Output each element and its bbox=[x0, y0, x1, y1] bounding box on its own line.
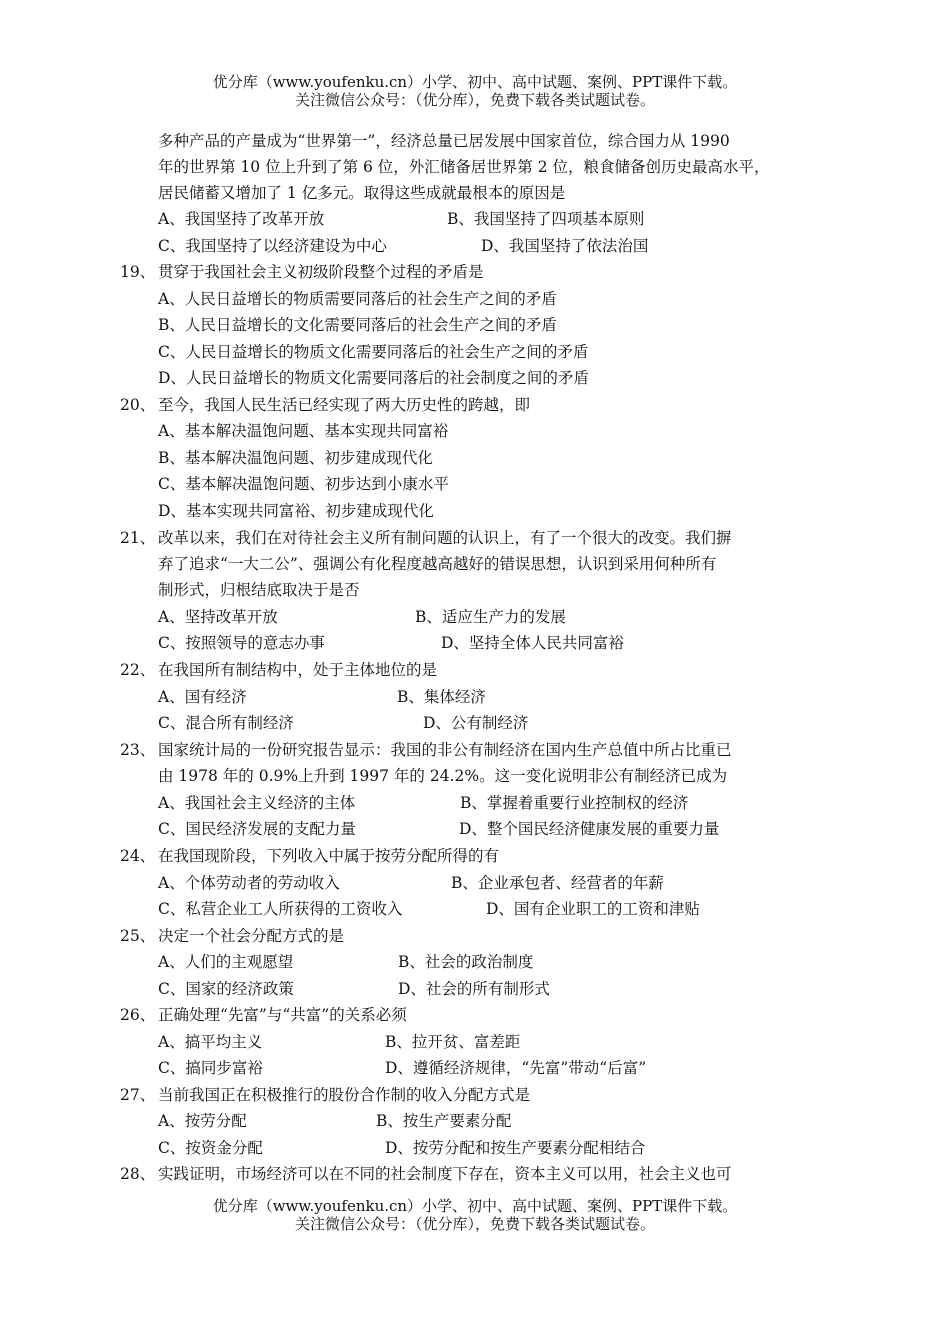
option-b: B、我国坚持了四项基本原则 bbox=[447, 210, 645, 228]
option-c: C、人民日益增长的物质文化需要同落后的社会生产之间的矛盾 bbox=[158, 343, 589, 361]
header-line-2: 关注微信公众号：（优分库），免费下载各类试题试卷。 bbox=[294, 91, 655, 109]
question-stem-line: 弃了追求“一大二公”、强调公有化程度越高越好的错误思想，认识到采用何种所有 bbox=[158, 555, 717, 573]
question-number: 25、 bbox=[120, 927, 156, 945]
page-header bbox=[0, 73, 950, 109]
option-c: C、搞同步富裕 bbox=[158, 1059, 263, 1077]
question-stem: 在我国所有制结构中，处于主体地位的是 bbox=[158, 661, 438, 679]
question-number: 27、 bbox=[120, 1086, 156, 1104]
option-d: D、我国坚持了依法治国 bbox=[481, 237, 649, 255]
question-stem: 决定一个社会分配方式的是 bbox=[158, 927, 345, 945]
question-number: 26、 bbox=[120, 1006, 156, 1024]
option-a: A、坚持改革开放 bbox=[158, 608, 278, 626]
option-d: D、基本实现共同富裕、初步建成现代化 bbox=[158, 502, 434, 520]
option-d: D、公有制经济 bbox=[423, 714, 529, 732]
question-stem-line: 多种产品的产量成为“世界第一”，经济总量已居发展中国家首位，综合国力从 1990 bbox=[158, 132, 730, 150]
footer-line-2: 关注微信公众号：（优分库），免费下载各类试题试卷。 bbox=[294, 1215, 655, 1233]
option-a: A、我国坚持了改革开放 bbox=[158, 210, 325, 228]
option-a: A、人们的主观愿望 bbox=[158, 953, 294, 971]
option-d: D、按劳分配和按生产要素分配相结合 bbox=[385, 1139, 646, 1157]
question-stem-line: 改革以来，我们在对待社会主义所有制问题的认识上，有了一个很大的改变。我们摒 bbox=[158, 529, 732, 547]
option-b: B、基本解决温饱问题、初步建成现代化 bbox=[158, 449, 433, 467]
question-number: 28、 bbox=[120, 1165, 156, 1183]
option-c: C、私营企业工人所获得的工资收入 bbox=[158, 900, 403, 918]
option-d: D、整个国民经济健康发展的重要力量 bbox=[459, 820, 720, 838]
option-a: A、我国社会主义经济的主体 bbox=[158, 794, 356, 812]
option-b: B、人民日益增长的文化需要同落后的社会生产之间的矛盾 bbox=[158, 316, 557, 334]
option-b: B、社会的政治制度 bbox=[398, 953, 534, 971]
question-stem-line: 国家统计局的一份研究报告显示：我国的非公有制经济在国内生产总值中所占比重已 bbox=[158, 741, 732, 759]
question-stem: 当前我国正在积极推行的股份合作制的收入分配方式是 bbox=[158, 1086, 531, 1104]
option-b: B、掌握着重要行业控制权的经济 bbox=[460, 794, 689, 812]
option-d: D、国有企业职工的工资和津贴 bbox=[486, 900, 700, 918]
option-a: A、搞平均主义 bbox=[158, 1033, 263, 1051]
question-stem: 至今，我国人民生活已经实现了两大历史性的跨越，即 bbox=[158, 396, 531, 414]
option-b: B、按生产要素分配 bbox=[376, 1112, 512, 1130]
option-d: D、社会的所有制形式 bbox=[398, 980, 550, 998]
option-c: C、国民经济发展的支配力量 bbox=[158, 820, 356, 838]
question-stem-line: 年的世界第 10 位上升到了第 6 位，外汇储备居世界第 2 位，粮食储备创历史最高水平， bbox=[158, 158, 770, 176]
option-d: D、坚持全体人民共同富裕 bbox=[441, 634, 624, 652]
option-a: A、个体劳动者的劳动收入 bbox=[158, 874, 340, 892]
page-footer bbox=[0, 1197, 950, 1233]
header-line-1: 优分库（www.youfenku.cn）小学、初中、高中试题、案例、PPT课件下载。 bbox=[212, 73, 738, 91]
option-b: B、拉开贫、富差距 bbox=[385, 1033, 521, 1051]
option-c: C、按照领导的意志办事 bbox=[158, 634, 325, 652]
option-b: B、集体经济 bbox=[397, 688, 486, 706]
option-a: A、按劳分配 bbox=[158, 1112, 247, 1130]
footer-line-1: 优分库（www.youfenku.cn）小学、初中、高中试题、案例、PPT课件下载。 bbox=[212, 1197, 738, 1215]
option-d: D、人民日益增长的物质文化需要同落后的社会制度之间的矛盾 bbox=[158, 369, 589, 387]
question-stem: 贯穿于我国社会主义初级阶段整个过程的矛盾是 bbox=[158, 263, 484, 281]
question-number: 20、 bbox=[120, 396, 156, 414]
question-stem-line: 居民储蓄又增加了 1 亿多元。取得这些成就最根本的原因是 bbox=[158, 184, 566, 202]
option-b: B、企业承包者、经营者的年薪 bbox=[451, 874, 664, 892]
option-b: B、适应生产力的发展 bbox=[415, 608, 566, 626]
option-c: C、国家的经济政策 bbox=[158, 980, 294, 998]
option-a: A、人民日益增长的物质需要同落后的社会生产之间的矛盾 bbox=[158, 290, 557, 308]
option-c: C、基本解决温饱问题、初步达到小康水平 bbox=[158, 475, 449, 493]
option-a: A、基本解决温饱问题、基本实现共同富裕 bbox=[158, 422, 449, 440]
question-stem: 实践证明，市场经济可以在不同的社会制度下存在，资本主义可以用，社会主义也可 bbox=[158, 1165, 732, 1183]
question-number: 22、 bbox=[120, 661, 156, 679]
question-stem-line: 制形式，归根结底取决于是否 bbox=[158, 581, 360, 599]
question-number: 21、 bbox=[120, 529, 156, 547]
option-c: C、混合所有制经济 bbox=[158, 714, 294, 732]
question-stem-line: 由 1978 年的 0.9%上升到 1997 年的 24.2%。这一变化说明非公有制经济已成为 bbox=[158, 767, 728, 785]
question-stem: 在我国现阶段，下列收入中属于按劳分配所得的有 bbox=[158, 847, 500, 865]
option-d: D、遵循经济规律，“先富”带动“后富” bbox=[385, 1059, 647, 1077]
option-a: A、国有经济 bbox=[158, 688, 247, 706]
question-number: 19、 bbox=[120, 263, 156, 281]
option-c: C、按资金分配 bbox=[158, 1139, 263, 1157]
question-number: 24、 bbox=[120, 847, 156, 865]
question-number: 23、 bbox=[120, 741, 156, 759]
question-stem: 正确处理“先富”与“共富”的关系必须 bbox=[158, 1006, 407, 1024]
option-c: C、我国坚持了以经济建设为中心 bbox=[158, 237, 387, 255]
